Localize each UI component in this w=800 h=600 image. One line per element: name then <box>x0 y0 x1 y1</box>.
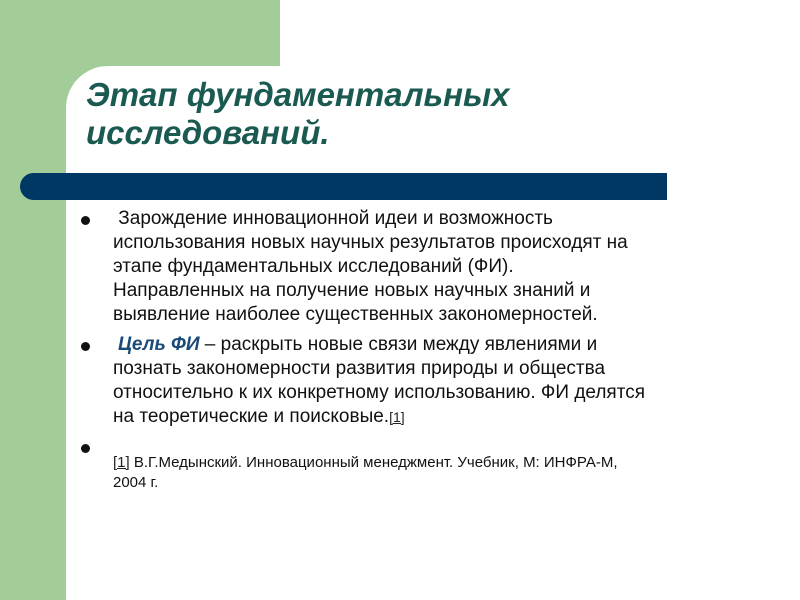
slide-title-line-1: Этап фундаментальных <box>86 76 510 113</box>
bullet-text-line <box>113 333 760 357</box>
bullet-text-line: Зарождение инновационной идеи и возможность <box>113 208 553 229</box>
bullet-dot-icon <box>81 444 90 453</box>
bullet-item <box>80 207 760 327</box>
bullet-dot-icon <box>81 342 90 351</box>
bullet-item <box>80 435 760 493</box>
slide-title <box>86 76 686 152</box>
footnote-line <box>113 453 760 473</box>
bullet-text-line: познать закономерности развития природы и общества <box>113 358 606 379</box>
bullet-text-line: этапе фундаментальных исследований (ФИ). <box>113 256 514 277</box>
bullet-dot-icon <box>81 216 90 225</box>
goal-definition: – раскрыть новые связи между явлениями и <box>199 334 598 355</box>
bullet-text-line: использования новых научных результатов происходят на <box>113 232 628 253</box>
bullet-list <box>80 207 760 493</box>
slide-title-line-2: исследований. <box>86 114 330 151</box>
goal-term: Цель ФИ <box>118 334 200 355</box>
bullet-text-line: Направленных на получение новых научных знаний и <box>113 280 591 301</box>
footnote <box>113 435 760 493</box>
footnote-reference-link[interactable]: [1] <box>389 409 405 425</box>
bullet-item <box>80 333 760 429</box>
footnote-citation: В.Г.Медынский. Инновационный менеджмент. Учебник, М: ИНФРА-М, <box>129 454 618 471</box>
bullet-last-text: на теоретические и поисковые. <box>113 406 390 427</box>
footnote-anchor-link[interactable]: [1] <box>113 454 130 471</box>
bullet-text-line: относительно к их конкретному использованию. ФИ делятся <box>113 382 645 403</box>
footnote-line: 2004 г. <box>113 474 159 491</box>
bullet-text-line <box>113 405 760 429</box>
bullet-text-line: выявление наиболее существенных закономерностей. <box>113 304 598 325</box>
title-divider-bar <box>20 173 667 200</box>
